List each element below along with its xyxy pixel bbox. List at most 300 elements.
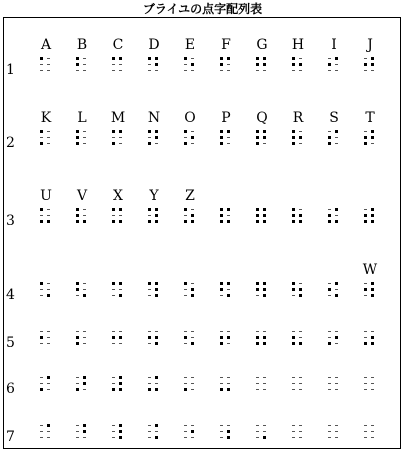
empty-dot-marker <box>328 377 331 378</box>
empty-dot-marker <box>299 377 302 378</box>
empty-dot-marker <box>47 389 50 390</box>
empty-dot-marker <box>299 437 302 438</box>
empty-dot-marker <box>335 389 338 390</box>
letter-label-f: F <box>221 37 231 53</box>
empty-dot-marker <box>47 58 50 59</box>
empty-dot-marker <box>227 425 230 426</box>
raised-dot <box>292 220 295 223</box>
braille-cell <box>148 424 160 442</box>
empty-dot-marker <box>335 143 338 144</box>
raised-dot <box>40 208 43 211</box>
empty-dot-marker <box>112 383 115 384</box>
empty-dot-marker <box>148 343 151 344</box>
empty-dot-marker <box>364 283 367 284</box>
raised-dot <box>263 288 266 291</box>
raised-dot <box>335 57 338 60</box>
raised-dot <box>112 130 115 133</box>
letter-label-i: I <box>331 37 337 53</box>
empty-dot-marker <box>263 389 266 390</box>
empty-dot-marker <box>220 377 223 378</box>
raised-dot <box>292 208 295 211</box>
empty-dot-marker <box>47 337 50 338</box>
raised-dot <box>335 130 338 133</box>
raised-dot <box>227 57 230 60</box>
empty-dot-marker <box>184 64 187 65</box>
raised-dot <box>76 214 79 217</box>
raised-dot <box>76 208 79 211</box>
empty-dot-marker <box>220 70 223 71</box>
braille-cell <box>256 282 268 300</box>
raised-dot <box>364 214 367 217</box>
braille-cell <box>148 57 160 75</box>
raised-dot <box>371 63 374 66</box>
empty-dot-marker <box>76 425 79 426</box>
empty-dot-marker <box>299 131 302 132</box>
raised-dot <box>371 136 374 139</box>
raised-dot <box>191 220 194 223</box>
raised-dot <box>328 136 331 139</box>
raised-dot <box>220 282 223 285</box>
empty-dot-marker <box>76 437 79 438</box>
braille-cell <box>184 208 196 226</box>
empty-dot-marker <box>328 389 331 390</box>
empty-dot-marker <box>148 331 151 332</box>
raised-dot <box>328 288 331 291</box>
raised-dot <box>112 220 115 223</box>
raised-dot <box>112 208 115 211</box>
raised-dot <box>47 220 50 223</box>
empty-dot-marker <box>83 437 86 438</box>
raised-dot <box>328 342 331 345</box>
empty-dot-marker <box>292 70 295 71</box>
raised-dot <box>76 130 79 133</box>
empty-dot-marker <box>227 331 230 332</box>
braille-cell <box>40 424 52 442</box>
raised-dot <box>371 208 374 211</box>
raised-dot <box>220 388 223 391</box>
empty-dot-marker <box>335 70 338 71</box>
empty-dot-marker <box>40 215 43 216</box>
empty-dot-marker <box>184 431 187 432</box>
raised-dot <box>299 294 302 297</box>
empty-dot-marker <box>112 295 115 296</box>
empty-dot-marker <box>256 431 259 432</box>
empty-dot-marker <box>191 131 194 132</box>
raised-dot <box>220 63 223 66</box>
empty-dot-marker <box>227 137 230 138</box>
raised-dot <box>155 130 158 133</box>
empty-dot-marker <box>364 331 367 332</box>
raised-dot <box>191 430 194 433</box>
empty-dot-marker <box>227 143 230 144</box>
empty-dot-marker <box>328 283 331 284</box>
raised-dot <box>227 336 230 339</box>
raised-dot <box>148 388 151 391</box>
raised-dot <box>256 130 259 133</box>
raised-dot <box>256 336 259 339</box>
empty-dot-marker <box>263 425 266 426</box>
empty-dot-marker <box>119 215 122 216</box>
empty-dot-marker <box>47 209 50 210</box>
raised-dot <box>83 430 86 433</box>
empty-dot-marker <box>335 215 338 216</box>
braille-cell <box>184 376 196 394</box>
empty-dot-marker <box>299 383 302 384</box>
raised-dot <box>220 220 223 223</box>
empty-dot-marker <box>40 425 43 426</box>
empty-dot-marker <box>299 337 302 338</box>
empty-dot-marker <box>299 425 302 426</box>
empty-dot-marker <box>191 58 194 59</box>
empty-dot-marker <box>371 389 374 390</box>
empty-dot-marker <box>227 343 230 344</box>
letter-label-a: A <box>40 37 52 53</box>
raised-dot <box>83 294 86 297</box>
raised-dot <box>155 288 158 291</box>
empty-dot-marker <box>112 431 115 432</box>
empty-dot-marker <box>40 289 43 290</box>
raised-dot <box>155 436 158 439</box>
braille-cell <box>328 208 340 226</box>
braille-cell <box>40 330 52 348</box>
braille-cell <box>292 330 304 348</box>
empty-dot-marker <box>148 377 151 378</box>
braille-cell <box>112 282 124 300</box>
empty-dot-marker <box>292 331 295 332</box>
raised-dot <box>191 136 194 139</box>
empty-dot-marker <box>155 331 158 332</box>
empty-dot-marker <box>335 383 338 384</box>
raised-dot <box>220 130 223 133</box>
empty-dot-marker <box>335 425 338 426</box>
braille-cell <box>220 208 232 226</box>
raised-dot <box>227 282 230 285</box>
raised-dot <box>364 288 367 291</box>
raised-dot <box>155 136 158 139</box>
raised-dot <box>119 57 122 60</box>
raised-dot <box>227 388 230 391</box>
raised-dot <box>184 220 187 223</box>
braille-cell <box>292 130 304 148</box>
empty-dot-marker <box>83 343 86 344</box>
empty-dot-marker <box>364 425 367 426</box>
empty-dot-marker <box>148 437 151 438</box>
empty-dot-marker <box>227 70 230 71</box>
braille-cell <box>292 208 304 226</box>
raised-dot <box>299 63 302 66</box>
empty-dot-marker <box>184 377 187 378</box>
braille-cell <box>328 376 340 394</box>
raised-dot <box>112 336 115 339</box>
raised-dot <box>47 294 50 297</box>
raised-dot <box>83 382 86 385</box>
empty-dot-marker <box>40 295 43 296</box>
raised-dot <box>263 436 266 439</box>
raised-dot <box>364 63 367 66</box>
raised-dot <box>371 288 374 291</box>
empty-dot-marker <box>299 58 302 59</box>
empty-dot-marker <box>335 331 338 332</box>
empty-dot-marker <box>191 389 194 390</box>
empty-dot-marker <box>227 289 230 290</box>
braille-cell <box>220 57 232 75</box>
letter-label-l: L <box>77 110 87 126</box>
empty-dot-marker <box>112 215 115 216</box>
empty-dot-marker <box>83 137 86 138</box>
row-number-5: 5 <box>6 335 15 351</box>
empty-dot-marker <box>335 377 338 378</box>
raised-dot <box>76 142 79 145</box>
raised-dot <box>191 342 194 345</box>
braille-cell <box>112 57 124 75</box>
letter-label-o: O <box>184 110 196 126</box>
letter-label-v: V <box>76 188 88 204</box>
raised-dot <box>256 342 259 345</box>
empty-dot-marker <box>364 377 367 378</box>
empty-dot-marker <box>112 331 115 332</box>
empty-dot-marker <box>83 389 86 390</box>
row-number-1: 1 <box>6 62 15 78</box>
raised-dot <box>119 430 122 433</box>
raised-dot <box>220 136 223 139</box>
empty-dot-marker <box>335 343 338 344</box>
letter-label-m: M <box>110 110 126 126</box>
empty-dot-marker <box>148 289 151 290</box>
letter-label-j: J <box>367 37 373 53</box>
empty-dot-marker <box>47 331 50 332</box>
row-number-6: 6 <box>6 381 15 397</box>
braille-cell <box>76 208 88 226</box>
raised-dot <box>155 342 158 345</box>
braille-cell <box>148 376 160 394</box>
empty-dot-marker <box>335 289 338 290</box>
raised-dot <box>40 130 43 133</box>
braille-cell <box>76 282 88 300</box>
raised-dot <box>256 282 259 285</box>
empty-dot-marker <box>83 64 86 65</box>
empty-dot-marker <box>299 70 302 71</box>
braille-cell <box>76 57 88 75</box>
raised-dot <box>220 214 223 217</box>
raised-dot <box>292 342 295 345</box>
empty-dot-marker <box>83 143 86 144</box>
raised-dot <box>119 336 122 339</box>
raised-dot <box>112 142 115 145</box>
raised-dot <box>292 130 295 133</box>
raised-dot <box>191 63 194 66</box>
raised-dot <box>371 336 374 339</box>
empty-dot-marker <box>119 64 122 65</box>
raised-dot <box>335 208 338 211</box>
braille-cell <box>220 376 232 394</box>
empty-dot-marker <box>148 70 151 71</box>
braille-cell <box>76 330 88 348</box>
empty-dot-marker <box>263 377 266 378</box>
row-number-7: 7 <box>6 429 15 445</box>
empty-dot-marker <box>112 437 115 438</box>
empty-dot-marker <box>328 131 331 132</box>
empty-dot-marker <box>184 425 187 426</box>
raised-dot <box>256 220 259 223</box>
raised-dot <box>371 214 374 217</box>
raised-dot <box>76 136 79 139</box>
empty-dot-marker <box>227 383 230 384</box>
raised-dot <box>263 214 266 217</box>
empty-dot-marker <box>263 70 266 71</box>
empty-dot-marker <box>299 431 302 432</box>
empty-dot-marker <box>328 295 331 296</box>
letter-label-x: X <box>113 188 123 204</box>
empty-dot-marker <box>47 383 50 384</box>
raised-dot <box>184 388 187 391</box>
letter-label-e: E <box>184 37 196 53</box>
empty-dot-marker <box>148 431 151 432</box>
raised-dot <box>256 63 259 66</box>
empty-dot-marker <box>364 337 367 338</box>
raised-dot <box>40 57 43 60</box>
raised-dot <box>299 220 302 223</box>
empty-dot-marker <box>364 295 367 296</box>
raised-dot <box>371 220 374 223</box>
raised-dot <box>292 282 295 285</box>
raised-dot <box>76 388 79 391</box>
raised-dot <box>263 130 266 133</box>
raised-dot <box>263 63 266 66</box>
empty-dot-marker <box>119 289 122 290</box>
braille-cell <box>256 330 268 348</box>
empty-dot-marker <box>119 143 122 144</box>
empty-dot-marker <box>76 383 79 384</box>
empty-dot-marker <box>47 215 50 216</box>
raised-dot <box>292 57 295 60</box>
empty-dot-marker <box>119 331 122 332</box>
raised-dot <box>256 142 259 145</box>
raised-dot <box>227 220 230 223</box>
raised-dot <box>263 294 266 297</box>
empty-dot-marker <box>83 283 86 284</box>
empty-dot-marker <box>256 425 259 426</box>
empty-dot-marker <box>155 70 158 71</box>
empty-dot-marker <box>220 431 223 432</box>
letter-label-p: P <box>221 110 231 126</box>
empty-dot-marker <box>47 431 50 432</box>
raised-dot <box>76 63 79 66</box>
empty-dot-marker <box>227 215 230 216</box>
raised-dot <box>328 220 331 223</box>
empty-dot-marker <box>292 389 295 390</box>
raised-dot <box>191 214 194 217</box>
empty-dot-marker <box>335 431 338 432</box>
empty-dot-marker <box>299 143 302 144</box>
raised-dot <box>220 208 223 211</box>
empty-dot-marker <box>47 437 50 438</box>
raised-dot <box>227 294 230 297</box>
empty-dot-marker <box>371 437 374 438</box>
letter-label-z: Z <box>185 188 195 204</box>
empty-dot-marker <box>155 431 158 432</box>
raised-dot <box>256 208 259 211</box>
empty-dot-marker <box>220 437 223 438</box>
braille-cell <box>148 130 160 148</box>
letter-label-q: Q <box>256 110 268 126</box>
empty-dot-marker <box>40 70 43 71</box>
letter-label-s: S <box>329 110 339 126</box>
raised-dot <box>184 142 187 145</box>
raised-dot <box>119 376 122 379</box>
empty-dot-marker <box>364 437 367 438</box>
braille-cell <box>40 208 52 226</box>
braille-cell <box>364 282 376 300</box>
braille-cell <box>364 208 376 226</box>
empty-dot-marker <box>119 343 122 344</box>
raised-dot <box>371 282 374 285</box>
empty-dot-marker <box>371 143 374 144</box>
empty-dot-marker <box>76 70 79 71</box>
page-title: ブライユの点字配列表 <box>142 2 263 16</box>
empty-dot-marker <box>364 383 367 384</box>
empty-dot-marker <box>40 343 43 344</box>
raised-dot <box>263 57 266 60</box>
empty-dot-marker <box>227 377 230 378</box>
raised-dot <box>119 220 122 223</box>
braille-cell <box>184 282 196 300</box>
raised-dot <box>263 136 266 139</box>
raised-dot <box>155 63 158 66</box>
empty-dot-marker <box>364 389 367 390</box>
raised-dot <box>299 342 302 345</box>
raised-dot <box>76 282 79 285</box>
raised-dot <box>371 294 374 297</box>
empty-dot-marker <box>76 331 79 332</box>
raised-dot <box>155 294 158 297</box>
raised-dot <box>155 424 158 427</box>
empty-dot-marker <box>155 143 158 144</box>
raised-dot <box>76 220 79 223</box>
empty-dot-marker <box>148 383 151 384</box>
empty-dot-marker <box>83 70 86 71</box>
empty-dot-marker <box>335 437 338 438</box>
raised-dot <box>119 382 122 385</box>
raised-dot <box>364 136 367 139</box>
raised-dot <box>47 376 50 379</box>
empty-dot-marker <box>83 331 86 332</box>
empty-dot-marker <box>119 137 122 138</box>
letter-label-d: D <box>148 37 160 53</box>
empty-dot-marker <box>191 437 194 438</box>
braille-cell <box>76 130 88 148</box>
empty-dot-marker <box>256 331 259 332</box>
braille-cell <box>292 282 304 300</box>
braille-cell <box>256 130 268 148</box>
empty-dot-marker <box>263 331 266 332</box>
empty-dot-marker <box>335 64 338 65</box>
empty-dot-marker <box>263 143 266 144</box>
empty-dot-marker <box>47 64 50 65</box>
raised-dot <box>119 282 122 285</box>
raised-dot <box>47 424 50 427</box>
raised-dot <box>155 57 158 60</box>
raised-dot <box>263 342 266 345</box>
braille-cell <box>364 130 376 148</box>
raised-dot <box>155 376 158 379</box>
empty-dot-marker <box>184 70 187 71</box>
braille-cell <box>220 424 232 442</box>
raised-dot <box>335 294 338 297</box>
empty-dot-marker <box>155 383 158 384</box>
raised-dot <box>83 220 86 223</box>
raised-dot <box>148 220 151 223</box>
empty-dot-marker <box>191 70 194 71</box>
